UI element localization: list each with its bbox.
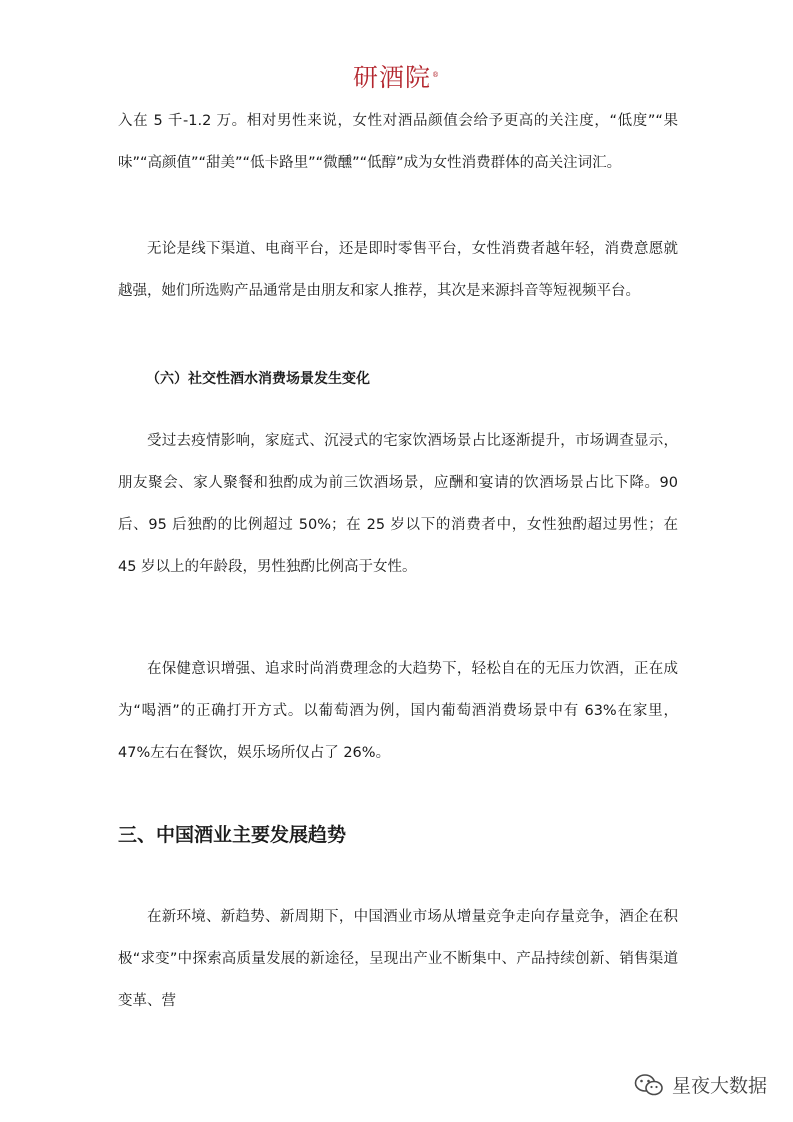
paragraph-1: 入在 5 千-1.2 万。相对男性来说，女性对酒品颜值会给予更高的关注度，“低度”“果味”“高颜值”“甜美”“低卡路里”“微醺”“低醇”成为女性消费群体的高关注词汇。 — [118, 113, 678, 171]
watermark-text: 星夜大数据 — [671, 1075, 767, 1097]
paragraph-5: 在新环境、新趋势、新周期下，中国酒业市场从增量竞争走向存量竞争，酒企在积极“求变”中探索高质量发展的新途径，呈现出产业不断集中、产品持续创新、销售渠道变革、营 — [118, 909, 678, 1009]
paragraph-2: 无论是线下渠道、电商平台，还是即时零售平台，女性消费者越年轻，消费意愿就越强，她们所选购产品通常是由朋友和家人推荐，其次是来源抖音等短视频平台。 — [118, 241, 678, 299]
subheading-six: （六）社交性酒水消费场景发生变化 — [146, 371, 370, 387]
publisher-logo — [0, 58, 793, 94]
wechat-icon — [634, 1073, 664, 1097]
registered-mark: ® — [432, 70, 440, 79]
logo-text: 研酒院 — [352, 63, 431, 92]
section-heading-trends: 三、中国酒业主要发展趋势 — [118, 824, 347, 846]
watermark — [634, 1071, 767, 1098]
paragraph-4: 在保健意识增强、追求时尚消费理念的大趋势下，轻松自在的无压力饮酒，正在成为“喝酒”的正确打开方式。以葡萄酒为例，国内葡萄酒消费场景中有 63%在家里，47%左右在餐饮，娱乐场所仅占了 26%。 — [118, 661, 678, 761]
paragraph-3: 受过去疫情影响，家庭式、沉浸式的宅家饮酒场景占比逐渐提升，市场调查显示，朋友聚会、家人聚餐和独酌成为前三饮酒场景，应酬和宴请的饮酒场景占比下降。90 后、95 后独酌的比例超过 50%；在 25 岁以下的消费者中，女性独酌超过男性；在 45 岁以上的年龄段，男性独酌比例高于女性。 — [118, 433, 678, 575]
